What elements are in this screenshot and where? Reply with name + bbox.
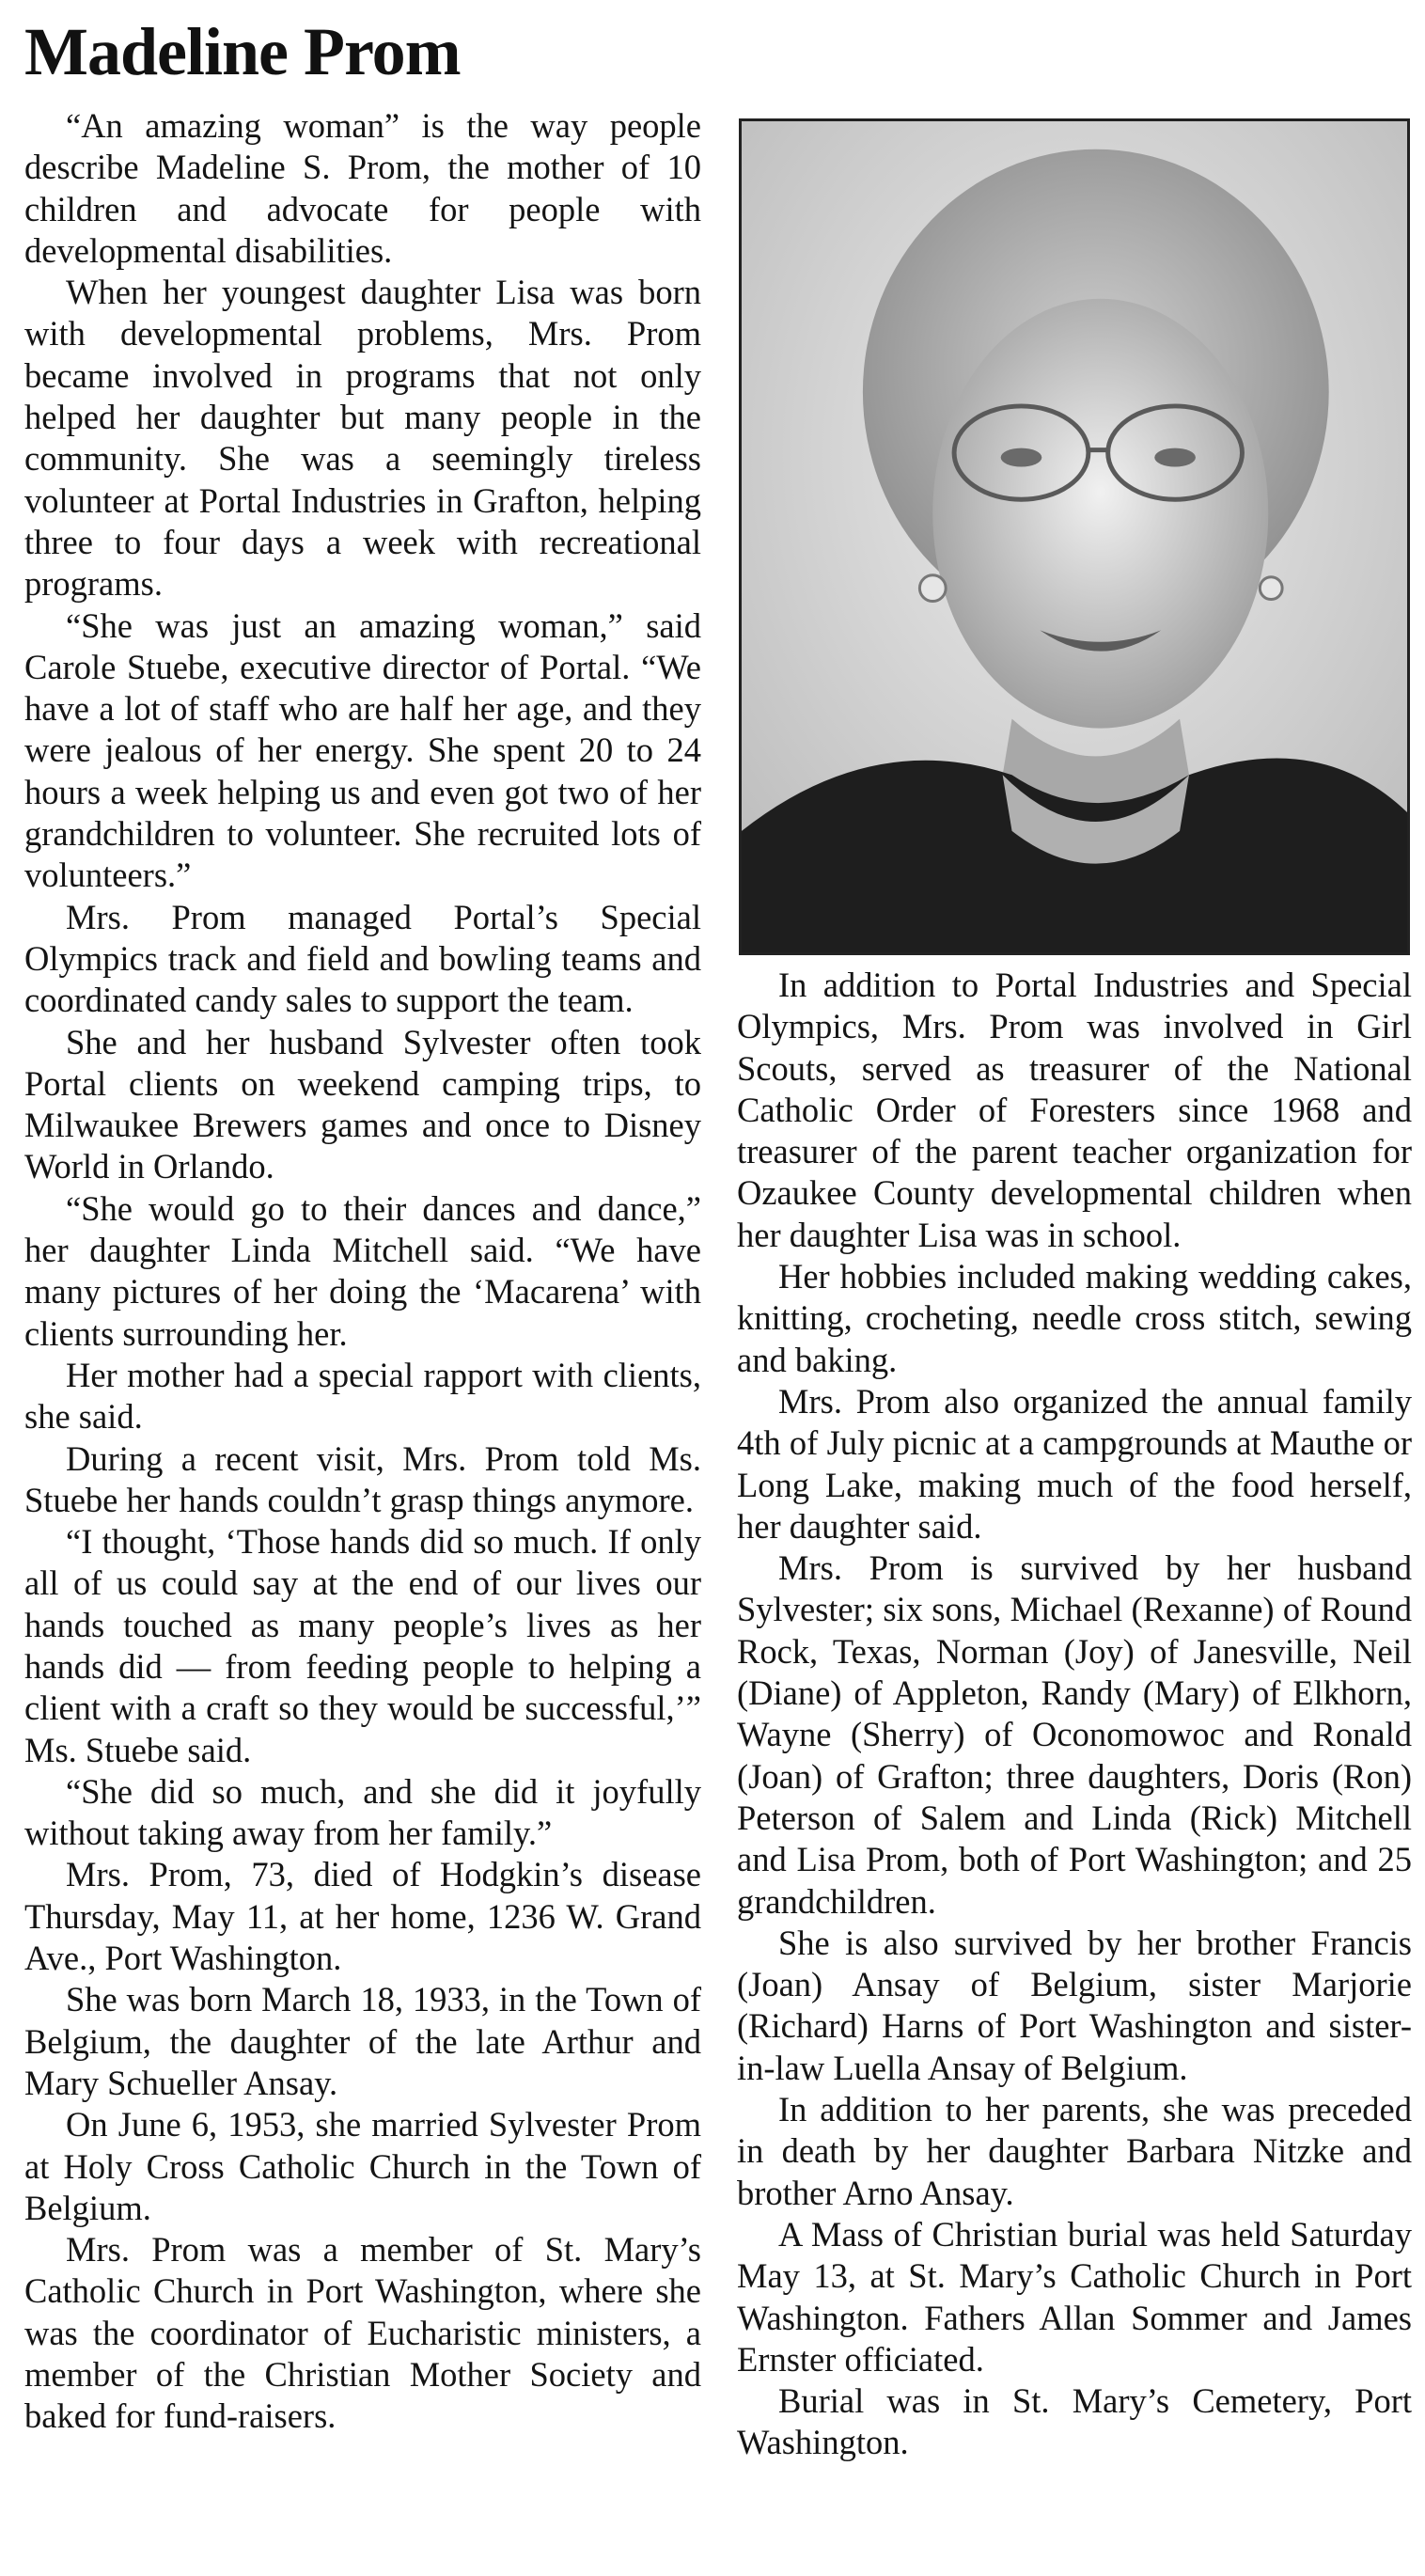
right-column xyxy=(737,965,1412,2464)
paragraph: During a recent visit, Mrs. Prom told Ms. Stuebe her hands couldn’t grasp things anymore. xyxy=(24,1438,701,1519)
portrait-photo xyxy=(739,118,1410,955)
paragraph: Mrs. Prom, 73, died of Hodgkin’s disease Thursday, May 11, at her home, 1236 W. Grand Ave., Port Washington. xyxy=(24,1855,701,1978)
paragraph: Burial was in St. Mary’s Cemetery, Port Washington. xyxy=(737,2381,1412,2462)
paragraph: “I thought, ‘Those hands did so much. If only all of us could say at the end of our lives our hands touched as many people’s lives as her hands did — from feeding people to helping a client with a craft so they would be successful,’” Ms. Stuebe said. xyxy=(24,1522,701,1769)
paragraph: Mrs. Prom was a member of St. Mary’s Catholic Church in Port Washington, where she was the coordinator of Eucharistic ministers, a member of the Christian Mother Society and baked for fund-raisers. xyxy=(24,2230,701,2436)
portrait-photo-image xyxy=(742,121,1407,952)
paragraph: “An amazing woman” is the way people describe Madeline S. Prom, the mother of 10 children and advocate for people with developmental disabilities. xyxy=(24,106,701,270)
paragraph: She and her husband Sylvester often took Portal clients on weekend camping trips, to Milwaukee Brewers games and once to Disney World in Orlando. xyxy=(24,1022,701,1186)
paragraph: When her youngest daughter Lisa was born with developmental problems, Mrs. Prom became involved in programs that not only helped her daughter but many people in the community. She was a seemingly tireless volunteer at Portal Industries in Grafton, helping three to four days a week with recreational programs. xyxy=(24,273,701,604)
paragraph: “She would go to their dances and dance,” her daughter Linda Mitchell said. “We have many pictures of her doing the ‘Macarena’ with clients surrounding her. xyxy=(24,1188,701,1353)
paragraph: Mrs. Prom managed Portal’s Special Olympics track and field and bowling teams and coordinated candy sales to support the team. xyxy=(24,897,701,1020)
paragraph: A Mass of Christian burial was held Saturday May 13, at St. Mary’s Catholic Church in Port Washington. Fathers Allan Sommer and James Ernster officiated. xyxy=(737,2214,1412,2379)
paragraph: Her hobbies included making wedding cakes, knitting, crocheting, needle cross stitch, sewing and baking. xyxy=(737,1257,1412,1379)
left-column xyxy=(24,105,701,2438)
paragraph: “She was just an amazing woman,” said Carole Stuebe, executive director of Portal. “We have a lot of staff who are half her age, and they were jealous of her energy. She spent 20 to 24 hours a week helping us and even got two of her grandchildren to volunteer. She recruited lots of volunteers.” xyxy=(24,605,701,895)
paragraph: She was born March 18, 1933, in the Town of Belgium, the daughter of the late Arthur and Mary Schueller Ansay. xyxy=(24,1980,701,2102)
headline: Madeline Prom xyxy=(24,14,461,89)
paragraph: In addition to her parents, she was preceded in death by her daughter Barbara Nitzke and brother Arno Ansay. xyxy=(737,2090,1412,2212)
paragraph: Mrs. Prom also organized the annual family 4th of July picnic at a campgrounds at Mauthe or Long Lake, making much of the food herself, her daughter said. xyxy=(737,1381,1412,1546)
paragraph: In addition to Portal Industries and Special Olympics, Mrs. Prom was involved in Girl Scouts, served as treasurer of the National Catholic Order of Foresters since 1968 and treasurer of the parent teacher organization for Ozaukee County developmental children when her daughter Lisa was in school. xyxy=(737,966,1412,1254)
paragraph: She is also survived by her brother Francis (Joan) Ansay of Belgium, sister Marjorie (Richard) Harns of Port Washington and sister-in-law Luella Ansay of Belgium. xyxy=(737,1923,1412,2087)
paragraph: “She did so much, and she did it joyfully without taking away from her family.” xyxy=(24,1771,701,1853)
paragraph: On June 6, 1953, she married Sylvester Prom at Holy Cross Catholic Church in the Town of Belgium. xyxy=(24,2105,701,2227)
paragraph: Her mother had a special rapport with clients, she said. xyxy=(24,1355,701,1437)
paragraph: Mrs. Prom is survived by her husband Sylvester; six sons, Michael (Rexanne) of Round Rock, Texas, Norman (Joy) of Janesville, Neil (Diane) of Appleton, Randy (Mary) of Elkhorn, Wayne (Sherry) of Oconomowoc and Ronald (Joan) of Grafton; three daughters, Doris (Ron) Peterson of Salem and Linda (Rick) Mitchell and Lisa Prom, both of Port Washington; and 25 grandchildren. xyxy=(737,1548,1412,1921)
